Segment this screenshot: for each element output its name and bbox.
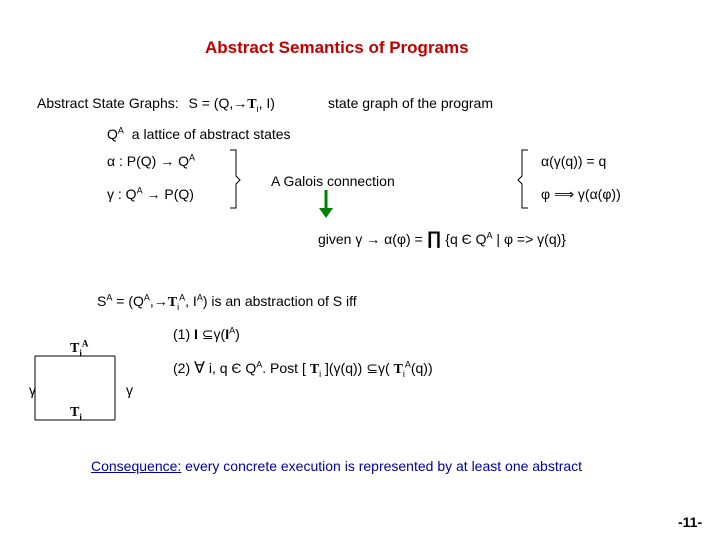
galois-connection-label: A Galois connection [271,173,395,189]
page-number: -11- [678,514,703,530]
abstraction-definition: $S^A = (Q^A,\to T_i^A$, $I^A$) is an abstraction of S iff [97,292,357,312]
diagram-top-label: $T_i^A$ [70,338,89,358]
gamma-definition: γ : $Q^A \to P(Q)$ [107,185,194,202]
diagram-left-gamma: γ [29,382,36,398]
lattice-symbol: Q [107,126,118,142]
meet-symbol: ∏ [426,228,442,248]
consequence-text: every concrete execution is represented by at least one abstract [181,458,583,474]
given-line: given γ → α(φ) = ∏ {q Є $Q^A$ | φ => γ(q)} [318,228,566,248]
green-arrow-head [319,208,333,218]
condition-2: (2) ∀ i, q Є $Q^A$. Post [ $T_i$ ](γ(q)) ⊆γ( $T_i^A(q)$) [173,359,433,379]
diagram-bottom-label: $T_i$ [70,405,82,422]
galois-law-2: φ ⟹ γ(α(φ)) [541,186,621,202]
galois-law-1: α(γ(q)) = q [541,153,607,169]
state-graph-label-text: Abstract State Graphs: [37,95,179,111]
lattice-sup: A [117,125,124,136]
page-title: Abstract Semantics of Programs [205,38,469,57]
condition-1: (1) I $⊆\gamma(I^A)$ [173,325,240,342]
consequence-label: Consequence: [91,458,182,474]
left-brace-right-group [518,150,528,208]
lattice-text: a lattice of abstract states [131,126,291,142]
diagram-right-gamma: γ [126,382,133,398]
alpha-definition: α : $P(Q) \to Q^A$ [107,152,195,169]
state-graph-formula: $S = (Q,\to T_i$, I) [188,95,275,114]
state-graph-description: state graph of the program [328,95,493,111]
right-brace-left-group [230,150,240,208]
